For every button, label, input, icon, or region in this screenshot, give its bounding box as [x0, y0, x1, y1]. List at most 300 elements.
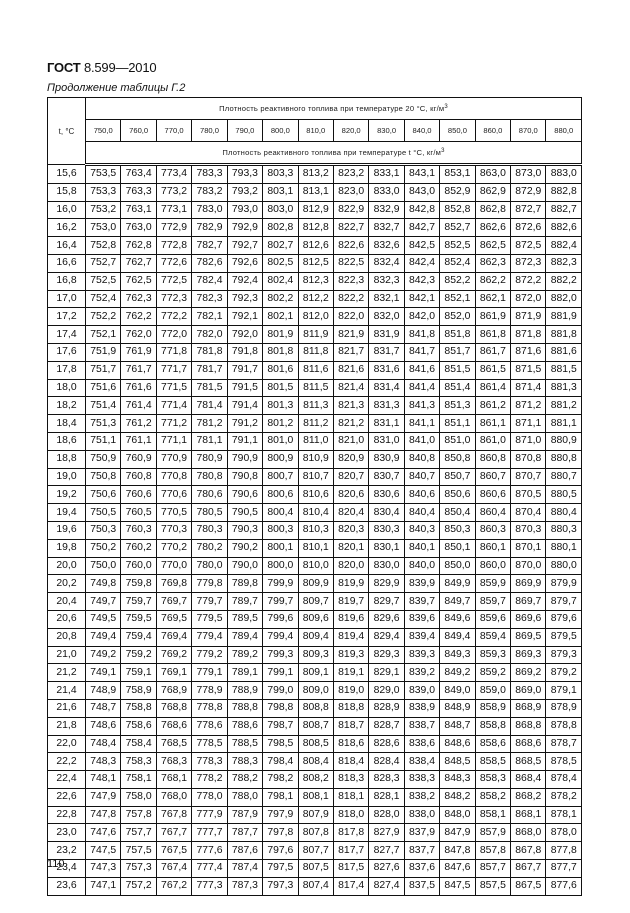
- density-cell: 749,1: [86, 664, 121, 682]
- density-cell: 758,3: [121, 753, 156, 771]
- density-cell: 822,6: [333, 237, 368, 255]
- density-cell: 798,1: [263, 788, 298, 806]
- density-cell: 851,3: [440, 397, 475, 415]
- density-cell: 848,0: [440, 806, 475, 824]
- density-cell: 820,9: [333, 450, 368, 468]
- density-cell: 747,3: [86, 860, 121, 878]
- density-cell: 812,8: [298, 219, 333, 237]
- density-cell: 818,0: [333, 806, 368, 824]
- density-cell: 770,0: [156, 557, 191, 575]
- density-cell: 780,9: [192, 450, 227, 468]
- density-cell: 847,5: [440, 877, 475, 895]
- density-cell: 852,7: [440, 219, 475, 237]
- density-cell: 841,8: [404, 326, 439, 344]
- density-cell: 869,0: [511, 682, 546, 700]
- density-cell: 882,7: [546, 201, 582, 219]
- standard-number: 8.599—2010: [83, 60, 157, 75]
- density-cell: 852,2: [440, 272, 475, 290]
- temperature-cell: 16,6: [48, 254, 86, 272]
- density-cell: 782,6: [192, 254, 227, 272]
- density-cell: 818,1: [333, 788, 368, 806]
- density-cell: 851,1: [440, 415, 475, 433]
- density-cell: 762,3: [121, 290, 156, 308]
- density-cell: 832,7: [369, 219, 404, 237]
- density-cell: 778,5: [192, 735, 227, 753]
- density-cell: 829,6: [369, 610, 404, 628]
- density-cell: 751,3: [86, 415, 121, 433]
- density-cell: 847,6: [440, 860, 475, 878]
- density-cell: 811,5: [298, 379, 333, 397]
- density-cell: 858,8: [475, 717, 510, 735]
- density-cell: 820,7: [333, 468, 368, 486]
- density-cell: 861,0: [475, 432, 510, 450]
- density-cell: 761,6: [121, 379, 156, 397]
- density-cell: 869,7: [511, 593, 546, 611]
- density-cell: 798,5: [263, 735, 298, 753]
- density-cell: 808,4: [298, 753, 333, 771]
- density-cell: 818,7: [333, 717, 368, 735]
- density-cell: 880,3: [546, 521, 582, 539]
- table-row: [48, 682, 582, 700]
- density-cell: 767,2: [156, 877, 191, 895]
- density-cell: 862,6: [475, 219, 510, 237]
- density-cell: 830,3: [369, 521, 404, 539]
- density-cell: 859,3: [475, 646, 510, 664]
- density-cell: 818,3: [333, 771, 368, 789]
- density-table: [47, 97, 582, 896]
- density-cell: 848,6: [440, 735, 475, 753]
- density-cell: 757,8: [121, 806, 156, 824]
- density-cell: 879,1: [546, 682, 582, 700]
- density-cell: 779,7: [192, 593, 227, 611]
- temperature-cell: 19,2: [48, 486, 86, 504]
- density-cell: 849,7: [440, 593, 475, 611]
- density-cell: 871,2: [511, 397, 546, 415]
- density-cell: 822,7: [333, 219, 368, 237]
- density-cell: 841,1: [404, 415, 439, 433]
- density-cell: 828,7: [369, 717, 404, 735]
- density-cell: 868,0: [511, 824, 546, 842]
- density-cell: 777,4: [192, 860, 227, 878]
- density-cell: 787,9: [227, 806, 262, 824]
- density-cell: 750,2: [86, 539, 121, 557]
- density-cell: 801,0: [263, 432, 298, 450]
- density-cell: 788,0: [227, 788, 262, 806]
- density-cell: 757,2: [121, 877, 156, 895]
- density-cell: 808,8: [298, 699, 333, 717]
- density-20c-value: 830,0: [369, 120, 404, 142]
- density-cell: 750,6: [86, 486, 121, 504]
- density-cell: 762,5: [121, 272, 156, 290]
- density-cell: 832,9: [369, 201, 404, 219]
- density-cell: 871,5: [511, 361, 546, 379]
- density-20c-value: 770,0: [156, 120, 191, 142]
- density-cell: 812,5: [298, 254, 333, 272]
- density-cell: 779,1: [192, 664, 227, 682]
- density-cell: 797,6: [263, 842, 298, 860]
- density-cell: 867,8: [511, 842, 546, 860]
- density-cell: 748,9: [86, 682, 121, 700]
- density-cell: 767,7: [156, 824, 191, 842]
- table-row: [48, 379, 582, 397]
- density-cell: 879,5: [546, 628, 582, 646]
- density-cell: 807,5: [298, 860, 333, 878]
- table-row: [48, 450, 582, 468]
- density-cell: 771,4: [156, 397, 191, 415]
- density-cell: 879,2: [546, 664, 582, 682]
- density-cell: 812,0: [298, 308, 333, 326]
- density-cell: 819,4: [333, 628, 368, 646]
- temperature-cell: 18,6: [48, 432, 86, 450]
- density-cell: 781,5: [192, 379, 227, 397]
- density-cell: 822,9: [333, 201, 368, 219]
- density-cell: 788,5: [227, 735, 262, 753]
- density-cell: 811,3: [298, 397, 333, 415]
- density-cell: 799,0: [263, 682, 298, 700]
- density-cell: 757,5: [121, 842, 156, 860]
- density-cell: 787,3: [227, 877, 262, 895]
- density-cell: 767,5: [156, 842, 191, 860]
- density-cell: 767,4: [156, 860, 191, 878]
- density-cell: 827,7: [369, 842, 404, 860]
- density-cell: 881,3: [546, 379, 582, 397]
- density-cell: 769,7: [156, 593, 191, 611]
- density-cell: 799,4: [263, 628, 298, 646]
- density-cell: 871,9: [511, 308, 546, 326]
- density-cell: 852,8: [440, 201, 475, 219]
- density-cell: 833,0: [369, 183, 404, 201]
- density-cell: 868,6: [511, 735, 546, 753]
- density-cell: 747,5: [86, 842, 121, 860]
- density-cell: 860,8: [475, 450, 510, 468]
- table-row: [48, 788, 582, 806]
- density-cell: 859,4: [475, 628, 510, 646]
- density-cell: 872,2: [511, 272, 546, 290]
- density-cell: 878,0: [546, 824, 582, 842]
- density-cell: 879,6: [546, 610, 582, 628]
- density-cell: 819,3: [333, 646, 368, 664]
- density-cell: 792,0: [227, 326, 262, 344]
- density-cell: 748,4: [86, 735, 121, 753]
- density-cell: 813,2: [298, 165, 333, 184]
- density-cell: 858,6: [475, 735, 510, 753]
- density-cell: 812,2: [298, 290, 333, 308]
- density-cell: 828,9: [369, 699, 404, 717]
- density-cell: 762,0: [121, 326, 156, 344]
- density-cell: 778,2: [192, 771, 227, 789]
- density-cell: 851,4: [440, 379, 475, 397]
- density-cell: 750,5: [86, 504, 121, 522]
- density-cell: 809,0: [298, 682, 333, 700]
- density-cell: 761,2: [121, 415, 156, 433]
- temperature-cell: 17,0: [48, 290, 86, 308]
- density-cell: 760,6: [121, 486, 156, 504]
- density-cell: 800,9: [263, 450, 298, 468]
- density-cell: 850,3: [440, 521, 475, 539]
- density-cell: 807,4: [298, 877, 333, 895]
- density-cell: 870,1: [511, 539, 546, 557]
- density-cell: 759,8: [121, 575, 156, 593]
- density-cell: 747,8: [86, 806, 121, 824]
- density-cell: 848,9: [440, 699, 475, 717]
- density-cell: 760,9: [121, 450, 156, 468]
- density-cell: 872,9: [511, 183, 546, 201]
- density-cell: 882,0: [546, 290, 582, 308]
- density-cell: 852,4: [440, 254, 475, 272]
- density-cell: 792,3: [227, 290, 262, 308]
- density-cell: 869,9: [511, 575, 546, 593]
- density-cell: 841,0: [404, 432, 439, 450]
- density-cell: 820,1: [333, 539, 368, 557]
- density-cell: 753,2: [86, 201, 121, 219]
- density-cell: 868,4: [511, 771, 546, 789]
- density-cell: 841,4: [404, 379, 439, 397]
- density-cell: 831,9: [369, 326, 404, 344]
- density-cell: 879,7: [546, 593, 582, 611]
- density-cell: 820,4: [333, 504, 368, 522]
- density-cell: 877,8: [546, 842, 582, 860]
- density-cell: 770,8: [156, 468, 191, 486]
- density-t-header: Плотность реактивного топлива при температуре t °С, $кг/м^3$: [86, 142, 582, 165]
- density-cell: 840,8: [404, 450, 439, 468]
- density-cell: 840,7: [404, 468, 439, 486]
- density-cell: 832,0: [369, 308, 404, 326]
- temperature-cell: 21,2: [48, 664, 86, 682]
- density-cell: 801,6: [263, 361, 298, 379]
- density-cell: 752,2: [86, 308, 121, 326]
- density-cell: 747,1: [86, 877, 121, 895]
- density-cell: 800,6: [263, 486, 298, 504]
- density-cell: 849,2: [440, 664, 475, 682]
- density-cell: 817,5: [333, 860, 368, 878]
- density-cell: 773,1: [156, 201, 191, 219]
- density-cell: 847,9: [440, 824, 475, 842]
- density-cell: 770,2: [156, 539, 191, 557]
- density-cell: 851,0: [440, 432, 475, 450]
- density-cell: 822,0: [333, 308, 368, 326]
- density-cell: 821,2: [333, 415, 368, 433]
- density-cell: 787,7: [227, 824, 262, 842]
- temperature-cell: 23,0: [48, 824, 86, 842]
- temperature-cell: 22,0: [48, 735, 86, 753]
- density-cell: 821,0: [333, 432, 368, 450]
- density-cell: 748,7: [86, 699, 121, 717]
- density-cell: 802,1: [263, 308, 298, 326]
- density-cell: 862,3: [475, 254, 510, 272]
- density-cell: 820,3: [333, 521, 368, 539]
- density-cell: 868,8: [511, 717, 546, 735]
- density-cell: 880,1: [546, 539, 582, 557]
- temperature-cell: 16,8: [48, 272, 86, 290]
- density-cell: 758,8: [121, 699, 156, 717]
- density-cell: 811,2: [298, 415, 333, 433]
- density-cell: 798,2: [263, 771, 298, 789]
- density-cell: 771,2: [156, 415, 191, 433]
- density-cell: 751,4: [86, 397, 121, 415]
- density-cell: 751,1: [86, 432, 121, 450]
- density-cell: 809,3: [298, 646, 333, 664]
- density-cell: 871,6: [511, 343, 546, 361]
- density-cell: 778,3: [192, 753, 227, 771]
- density-cell: 770,6: [156, 486, 191, 504]
- density-cell: 853,1: [440, 165, 475, 184]
- density-cell: 800,1: [263, 539, 298, 557]
- density-cell: 858,5: [475, 753, 510, 771]
- density-cell: 793,3: [227, 165, 262, 184]
- density-cell: 751,6: [86, 379, 121, 397]
- temperature-cell: 21,8: [48, 717, 86, 735]
- density-cell: 827,4: [369, 877, 404, 895]
- temperature-cell: 20,6: [48, 610, 86, 628]
- table-row: [48, 664, 582, 682]
- density-cell: 832,1: [369, 290, 404, 308]
- density-cell: 799,7: [263, 593, 298, 611]
- density-cell: 791,8: [227, 343, 262, 361]
- density-cell: 882,2: [546, 272, 582, 290]
- density-cell: 801,2: [263, 415, 298, 433]
- density-cell: 809,9: [298, 575, 333, 593]
- density-cell: 789,1: [227, 664, 262, 682]
- table-row: [48, 219, 582, 237]
- density-cell: 841,3: [404, 397, 439, 415]
- density-cell: 802,8: [263, 219, 298, 237]
- density-cell: 788,8: [227, 699, 262, 717]
- density-cell: 811,9: [298, 326, 333, 344]
- table-row: [48, 237, 582, 255]
- density-cell: 842,0: [404, 308, 439, 326]
- temperature-cell: 21,0: [48, 646, 86, 664]
- density-cell: 861,2: [475, 397, 510, 415]
- density-cell: 880,8: [546, 450, 582, 468]
- density-cell: 770,3: [156, 521, 191, 539]
- density-cell: 860,4: [475, 504, 510, 522]
- density-cell: 810,1: [298, 539, 333, 557]
- density-cell: 772,2: [156, 308, 191, 326]
- density-cell: 861,1: [475, 415, 510, 433]
- density-cell: 848,5: [440, 753, 475, 771]
- density-cell: 749,7: [86, 593, 121, 611]
- temperature-cell: 22,8: [48, 806, 86, 824]
- density-cell: 761,4: [121, 397, 156, 415]
- density-cell: 769,2: [156, 646, 191, 664]
- table-row: [48, 771, 582, 789]
- density-cell: 860,7: [475, 468, 510, 486]
- density-cell: 882,4: [546, 237, 582, 255]
- density-cell: 783,2: [192, 183, 227, 201]
- density-cell: 881,8: [546, 326, 582, 344]
- density-20c-value: 840,0: [404, 120, 439, 142]
- density-cell: 768,9: [156, 682, 191, 700]
- density-cell: 780,2: [192, 539, 227, 557]
- density-cell: 821,6: [333, 361, 368, 379]
- density-cell: 809,1: [298, 664, 333, 682]
- density-cell: 808,5: [298, 735, 333, 753]
- density-cell: 758,6: [121, 717, 156, 735]
- density-cell: 780,0: [192, 557, 227, 575]
- temperature-cell: 22,2: [48, 753, 86, 771]
- table-row: [48, 699, 582, 717]
- density-cell: 758,4: [121, 735, 156, 753]
- density-cell: 863,0: [475, 165, 510, 184]
- density-cell: 882,8: [546, 183, 582, 201]
- density-cell: 800,0: [263, 557, 298, 575]
- density-cell: 819,1: [333, 664, 368, 682]
- density-cell: 792,7: [227, 237, 262, 255]
- density-cell: 782,7: [192, 237, 227, 255]
- density-cell: 789,8: [227, 575, 262, 593]
- density-cell: 792,4: [227, 272, 262, 290]
- density-cell: 828,0: [369, 806, 404, 824]
- density-cell: 851,5: [440, 361, 475, 379]
- table-row: [48, 415, 582, 433]
- density-cell: 810,0: [298, 557, 333, 575]
- density-cell: 872,5: [511, 237, 546, 255]
- density-cell: 771,5: [156, 379, 191, 397]
- density-cell: 870,0: [511, 557, 546, 575]
- density-cell: 763,4: [121, 165, 156, 184]
- density-cell: 763,1: [121, 201, 156, 219]
- density-cell: 807,7: [298, 842, 333, 860]
- density-cell: 872,6: [511, 219, 546, 237]
- density-20c-value: 750,0: [86, 120, 121, 142]
- density-cell: 750,8: [86, 468, 121, 486]
- density-cell: 773,2: [156, 183, 191, 201]
- temperature-cell: 17,8: [48, 361, 86, 379]
- density-cell: 802,7: [263, 237, 298, 255]
- density-cell: 842,3: [404, 272, 439, 290]
- density-cell: 821,4: [333, 379, 368, 397]
- density-cell: 839,0: [404, 682, 439, 700]
- density-cell: 839,3: [404, 646, 439, 664]
- density-cell: 790,6: [227, 486, 262, 504]
- density-cell: 752,5: [86, 272, 121, 290]
- density-cell: 759,5: [121, 610, 156, 628]
- density-cell: 827,9: [369, 824, 404, 842]
- density-cell: 848,2: [440, 788, 475, 806]
- table-body: [48, 165, 582, 896]
- density-cell: 880,4: [546, 504, 582, 522]
- standard-prefix: ГОСТ: [47, 60, 81, 75]
- density-cell: 813,1: [298, 183, 333, 201]
- density-cell: 799,6: [263, 610, 298, 628]
- density-cell: 808,7: [298, 717, 333, 735]
- density-cell: 827,6: [369, 860, 404, 878]
- density-cell: 810,3: [298, 521, 333, 539]
- temperature-cell: 22,4: [48, 771, 86, 789]
- density-cell: 791,4: [227, 397, 262, 415]
- density-cell: 762,2: [121, 308, 156, 326]
- density-cell: 870,8: [511, 450, 546, 468]
- density-cell: 882,6: [546, 219, 582, 237]
- table-row: [48, 593, 582, 611]
- table-row: [48, 824, 582, 842]
- density-cell: 762,8: [121, 237, 156, 255]
- density-cell: 792,1: [227, 308, 262, 326]
- density-cell: 857,7: [475, 860, 510, 878]
- density-20c-value: 790,0: [227, 120, 262, 142]
- density-cell: 840,3: [404, 521, 439, 539]
- density-cell: 862,2: [475, 272, 510, 290]
- density-cell: 862,1: [475, 290, 510, 308]
- density-cell: 780,8: [192, 468, 227, 486]
- density-cell: 837,6: [404, 860, 439, 878]
- density-cell: 830,7: [369, 468, 404, 486]
- density-cell: 769,1: [156, 664, 191, 682]
- density-cell: 811,6: [298, 361, 333, 379]
- density-cell: 758,0: [121, 788, 156, 806]
- density-cell: 790,5: [227, 504, 262, 522]
- density-cell: 819,6: [333, 610, 368, 628]
